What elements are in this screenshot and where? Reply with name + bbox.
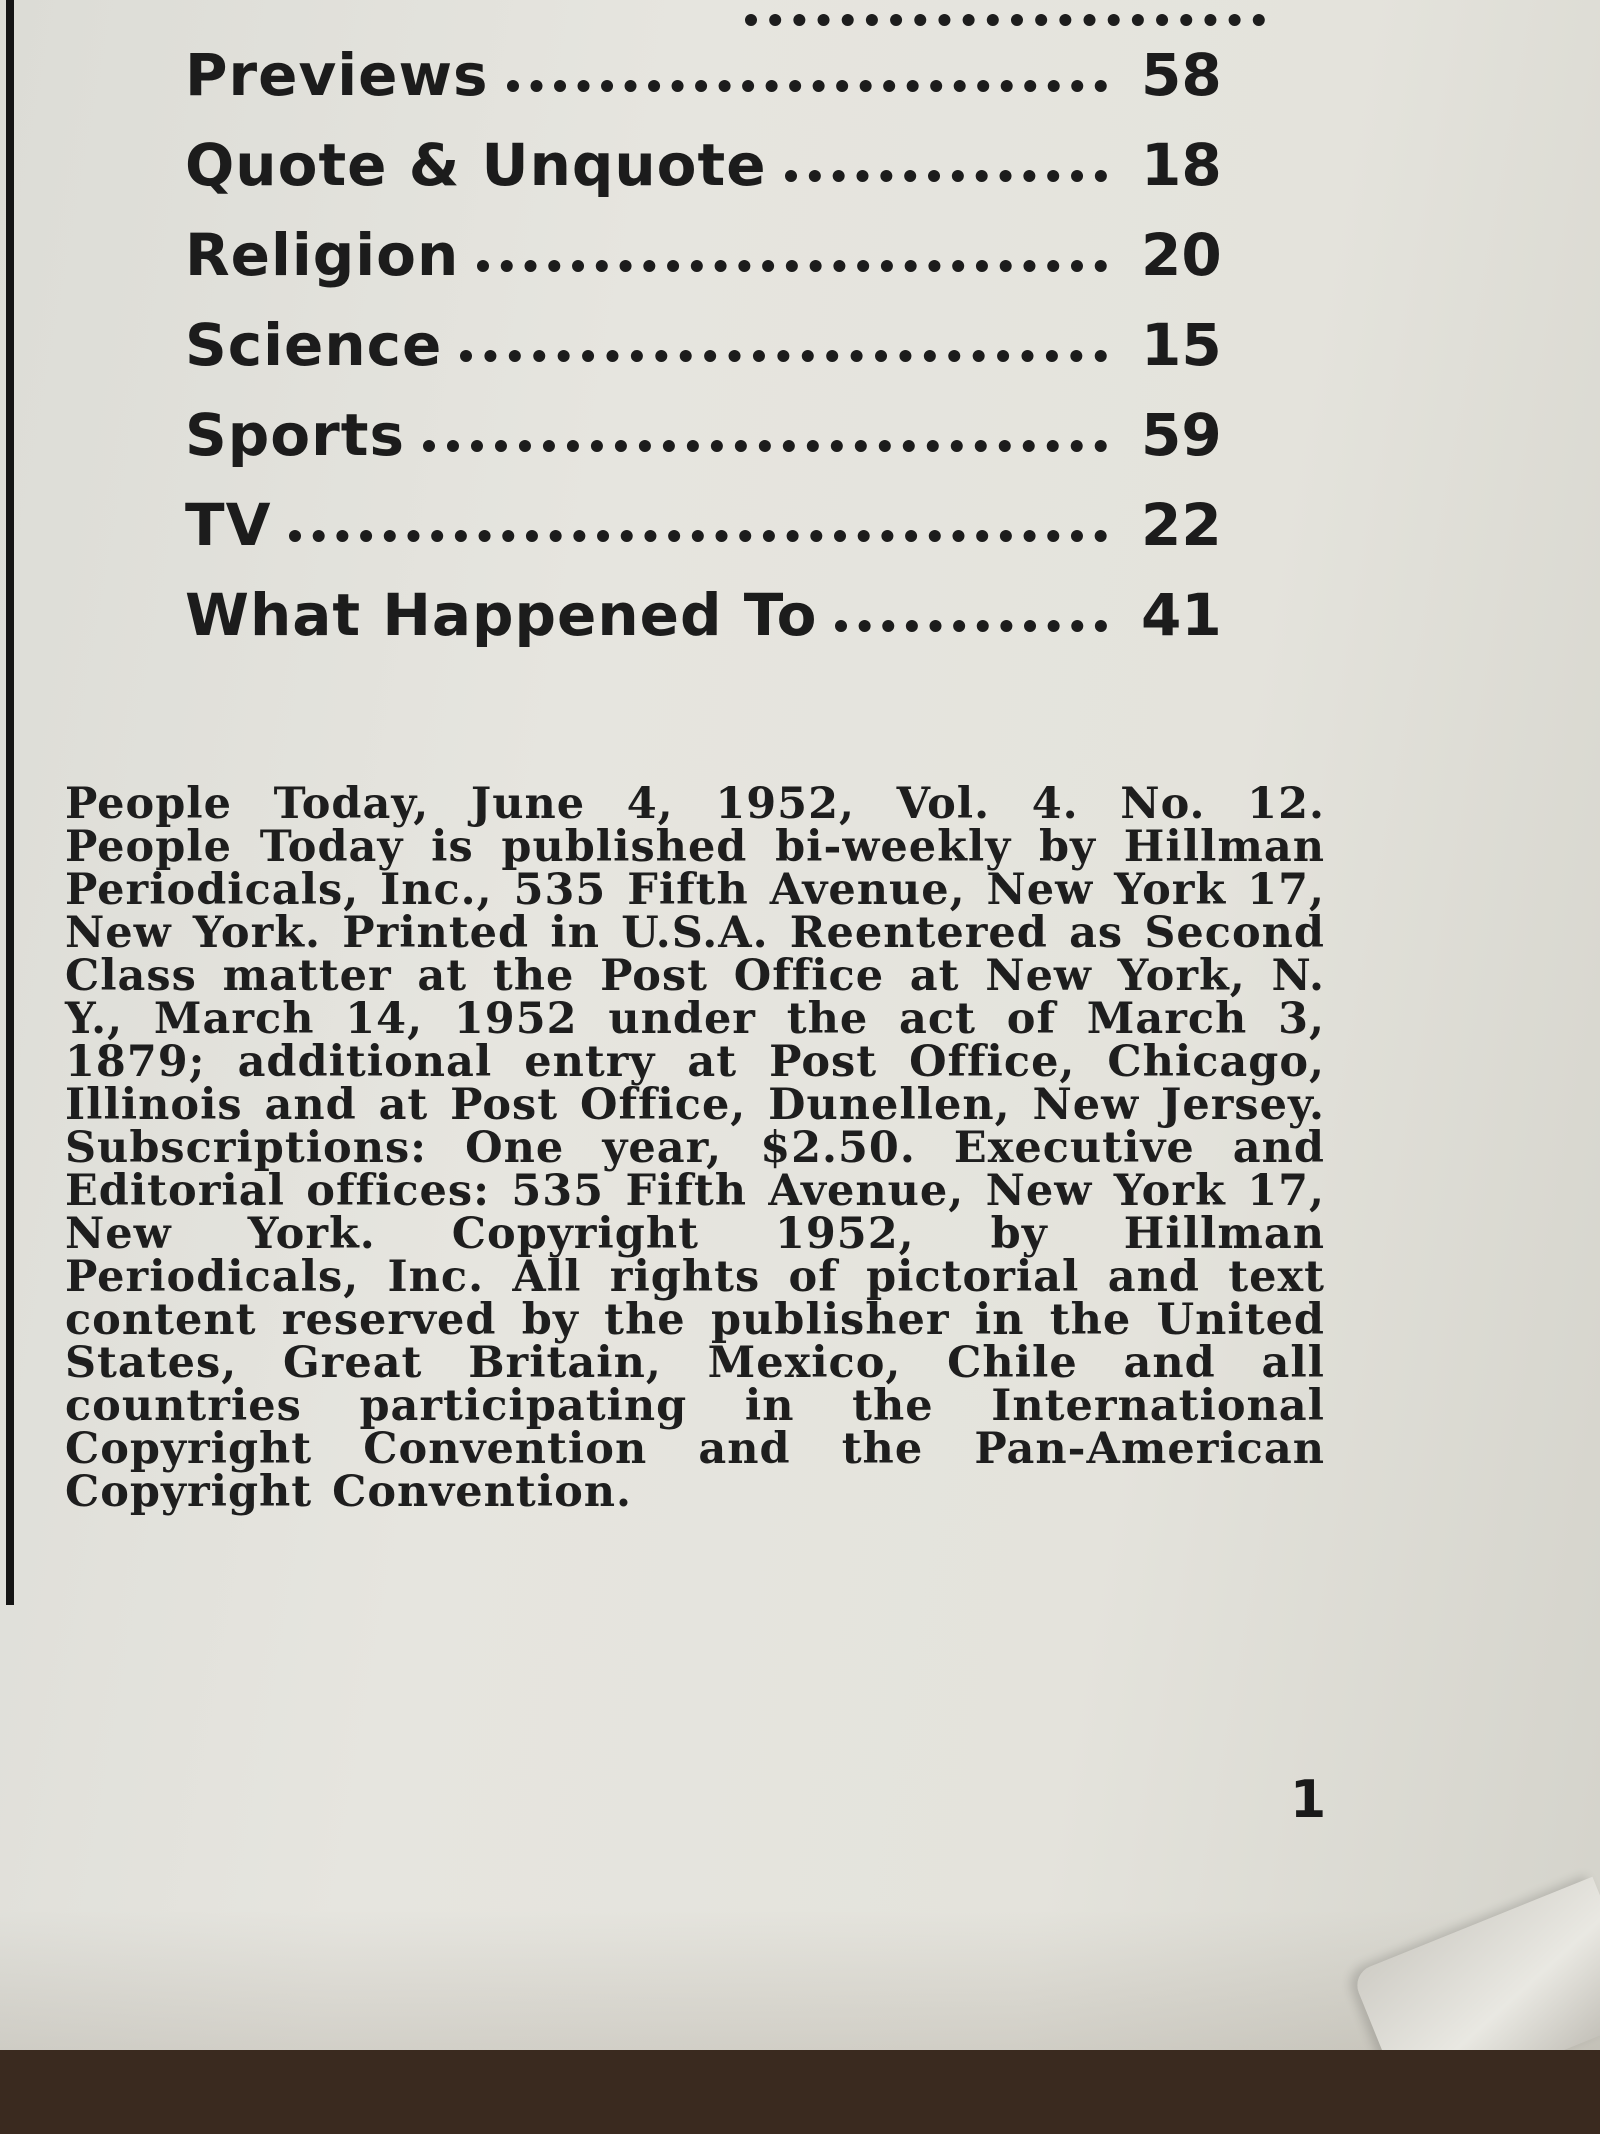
toc-entry-page: 20 <box>1141 221 1222 289</box>
toc-entry-page: 41 <box>1141 581 1222 649</box>
toc-dot-leader <box>289 530 1107 542</box>
toc-entry-page: 59 <box>1141 401 1222 469</box>
toc-entry <box>185 194 1225 289</box>
toc-entry-label: TV <box>185 491 272 559</box>
toc-entry-label: What Happened To <box>185 581 818 649</box>
toc-entry <box>185 554 1225 649</box>
left-rule <box>6 0 14 1605</box>
toc-entry-label: Quote & Unquote <box>185 131 767 199</box>
toc-entry-label: Previews <box>185 41 489 109</box>
toc-entry-page: 58 <box>1141 41 1222 109</box>
toc-dot-leader <box>835 620 1107 632</box>
toc-entry <box>185 104 1225 199</box>
toc-dot-leader <box>477 260 1107 272</box>
toc-entry-label: Sports <box>185 401 405 469</box>
toc-entry-page: 15 <box>1141 311 1222 379</box>
page-number: 1 <box>1290 1770 1327 1830</box>
table-of-contents <box>185 14 1225 649</box>
toc-entry-label: Science <box>185 311 443 379</box>
toc-dot-leader <box>785 170 1107 182</box>
toc-entry <box>185 464 1225 559</box>
toc-entry <box>185 14 1225 109</box>
toc-dot-leader <box>460 350 1107 362</box>
page-corner-curl <box>1351 1877 1600 2050</box>
toc-dot-leader <box>423 440 1107 452</box>
toc-dot-leader <box>507 80 1107 92</box>
toc-entry <box>185 374 1225 469</box>
toc-entry-page: 22 <box>1141 491 1222 559</box>
publication-imprint: People Today, June 4, 1952, Vol. 4. No. 12. People Today is published bi-weekly by Hillman Periodicals, Inc., 535 Fifth Avenue, New York 17, New York. Printed in U.S.A. Reentered as Second Class matter at the Post Office at New York, N. Y., March 14, 1952 under the act of March 3, 1879; additional entry at Post Office, Chicago, Illinois and at Post Office, Dunellen, New Jersey. Subscriptions: One year, $2.50. Executive and Editorial offices: 535 Fifth Avenue, New York 17, New York. Copyright 1952, by Hillman Periodicals, Inc. All rights of pictorial and text content reserved by the publisher in the United States, Great Britain, Mexico, Chile and all countries participating in the International Copyright Convention and the Pan-American Copyright Convention. <box>65 779 1325 1517</box>
toc-entry <box>185 284 1225 379</box>
toc-entry-page: 18 <box>1141 131 1222 199</box>
toc-entry-label: Religion <box>185 221 460 289</box>
